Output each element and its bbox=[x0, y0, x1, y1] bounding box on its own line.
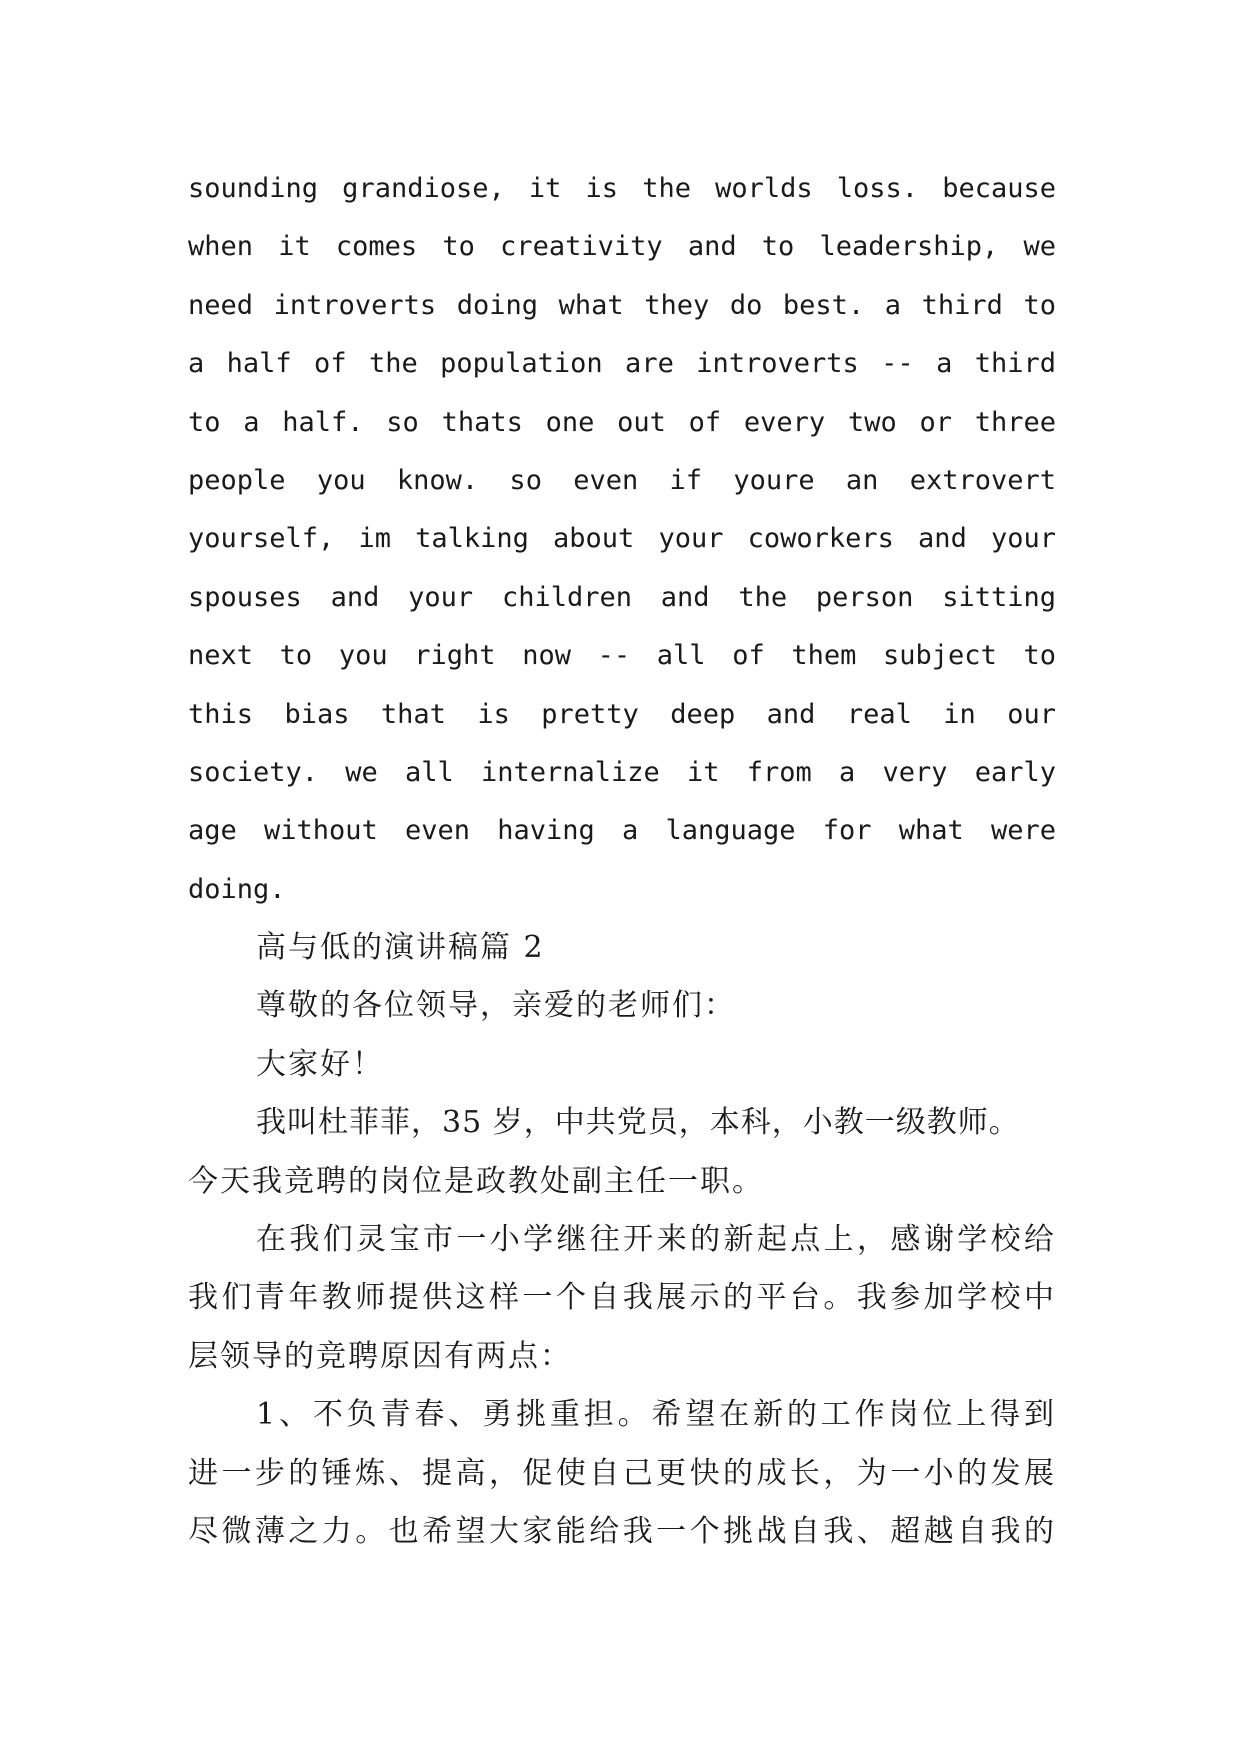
paragraph-line: 我们青年教师提供这样一个自我展示的平台。我参加学校中 bbox=[188, 1280, 1056, 1316]
text-line: people you know. so even if youre an extrovert bbox=[188, 464, 1056, 496]
text-line: age without even having a language for what were bbox=[188, 815, 1056, 847]
intro-line: 我叫杜菲菲，35 岁，中共党员，本科，小教一级教师。 bbox=[256, 1105, 1020, 1141]
text-line: a half of the population are introverts -- a third bbox=[188, 348, 1056, 380]
text-line: yourself, im talking about your coworkers and your bbox=[188, 523, 1056, 555]
section-title: 高与低的演讲稿篇 2 bbox=[256, 930, 545, 966]
document-body bbox=[188, 160, 1056, 1561]
text-line: next to you right now -- all of them subject to bbox=[188, 640, 1056, 672]
text-line: spouses and your children and the person sitting bbox=[188, 581, 1056, 613]
greeting: 大家好！ bbox=[256, 1046, 384, 1082]
text-line: sounding grandiose, it is the worlds loss. because bbox=[188, 173, 1056, 204]
text-line: this bias that is pretty deep and real in our bbox=[188, 698, 1056, 730]
list-item-line: 1、不负青春、勇挑重担。希望在新的工作岗位上得到 bbox=[256, 1397, 1056, 1433]
text-line: when it comes to creativity and to leadership, we bbox=[188, 231, 1056, 263]
text-line: to a half. so thats one out of every two or three bbox=[188, 406, 1056, 438]
paragraph-line: 在我们灵宝市一小学继往开来的新起点上，感谢学校给 bbox=[256, 1222, 1056, 1258]
text-line: need introverts doing what they do best. a third to bbox=[188, 289, 1056, 321]
list-item-line: 尽微薄之力。也希望大家能给我一个挑战自我、超越自我的 bbox=[188, 1513, 1056, 1549]
text-line: society. we all internalize it from a very early bbox=[188, 756, 1056, 788]
text-line: doing. bbox=[188, 873, 286, 905]
salutation: 尊敬的各位领导，亲爱的老师们： bbox=[256, 988, 736, 1024]
paragraph-line: 层领导的竞聘原因有两点： bbox=[188, 1338, 572, 1374]
intro-line: 今天我竞聘的岗位是政教处副主任一职。 bbox=[188, 1163, 764, 1199]
list-item-line: 进一步的锤炼、提高，促使自己更快的成长，为一小的发展 bbox=[188, 1455, 1056, 1491]
